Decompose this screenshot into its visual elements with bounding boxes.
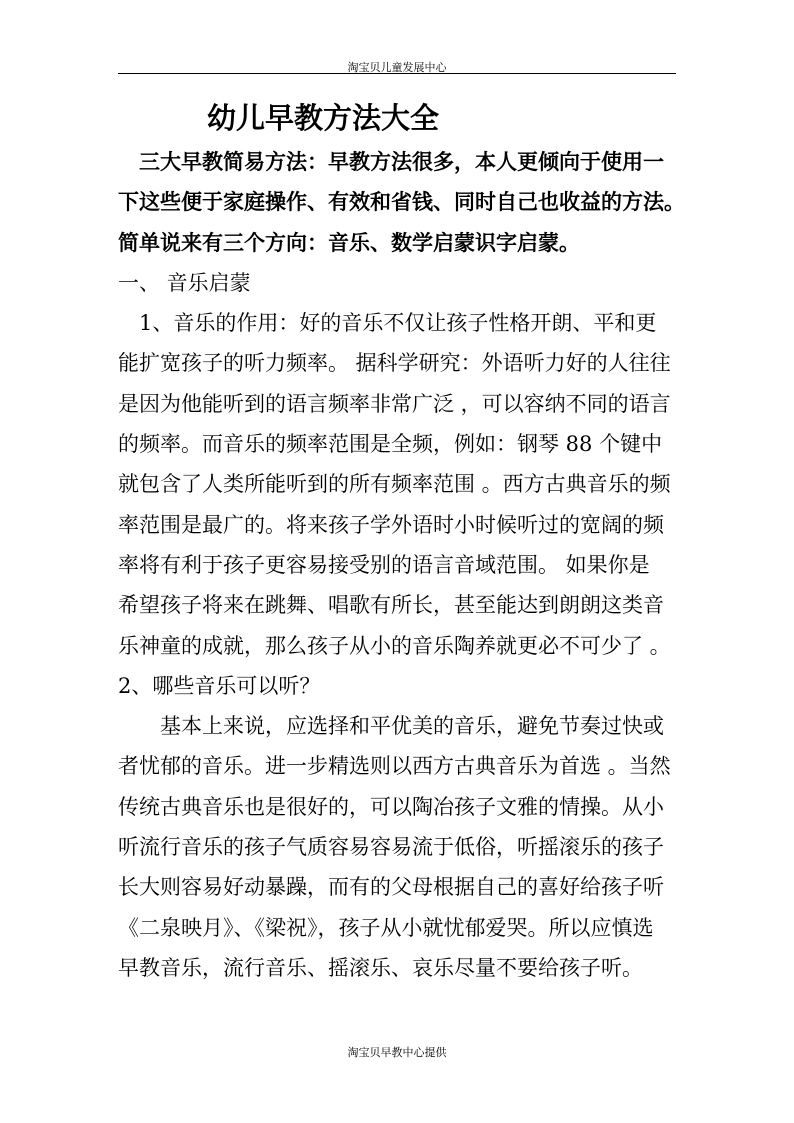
body-line: 《二泉映月》、《梁祝》，孩子从小就忧郁爱哭。所以应慎选 [118,915,654,940]
document-title: 幼儿早教方法大全 [207,101,440,135]
subsection-heading: 2、哪些音乐可以听？ [118,673,321,698]
body-line: 下这些便于家庭操作、有效和省钱、同时自己也收益的方法。 [118,189,685,215]
body-line: 听流行音乐的孩子气质容易容易流于低俗，听摇滚乐的孩子 [118,835,664,860]
body-line: 早教音乐，流行音乐、摇滚乐、哀乐尽量不要给孩子听。 [118,955,643,980]
body-line: 1、音乐的作用：好的音乐不仅让孩子性格开朗、平和更 [139,311,657,336]
body-line: 者忧郁的音乐。进一步精选则以西方古典音乐为首选 。当然 [118,754,671,779]
body-line: 率将有利于孩子更容易接受别的语言音域范围。 如果你是 [118,552,650,577]
body-line: 就包含了人类所能听到的所有频率范围 。西方古典音乐的频 [118,472,671,497]
body-line: 传统古典音乐也是很好的，可以陶冶孩子文雅的情操。从小 [118,794,664,819]
page-header: 淘宝贝儿童发展中心 [347,61,447,74]
body-line: 乐神童的成就，那么孩子从小的音乐陶养就更必不可少了 。 [118,633,671,658]
document-body [118,142,685,988]
body-line: 率范围是最广的。将来孩子学外语时小时候听过的宽阔的频 [118,512,664,537]
body-line: 简单说来有三个方向：音乐、数学启蒙识字启蒙。 [118,229,580,255]
body-line: 的频率。而音乐的频率范围是全频，例如：钢琴 88 个键中 [118,432,663,457]
page-footer: 淘宝贝早教中心提供 [347,1046,447,1059]
section-heading: 一、 音乐启蒙 [118,270,251,295]
header-divider [118,73,676,74]
body-line: 基本上来说，应选择和平优美的音乐，避免节奏过快或 [160,714,664,739]
body-line: 三大早教简易方法：早教方法很多，本人更倾向于使用一 [139,149,664,174]
body-line: 能扩宽孩子的听力频率。 据科学研究：外语听力好的人往往 [118,351,671,376]
body-line: 是因为他能听到的语言频率非常广泛 ，可以容纳不同的语言 [118,391,671,416]
body-line: 希望孩子将来在跳舞、唱歌有所长，甚至能达到朗朗这类音 [118,593,664,618]
body-line: 长大则容易好动暴躁，而有的父母根据自己的喜好给孩子听 [118,875,664,900]
